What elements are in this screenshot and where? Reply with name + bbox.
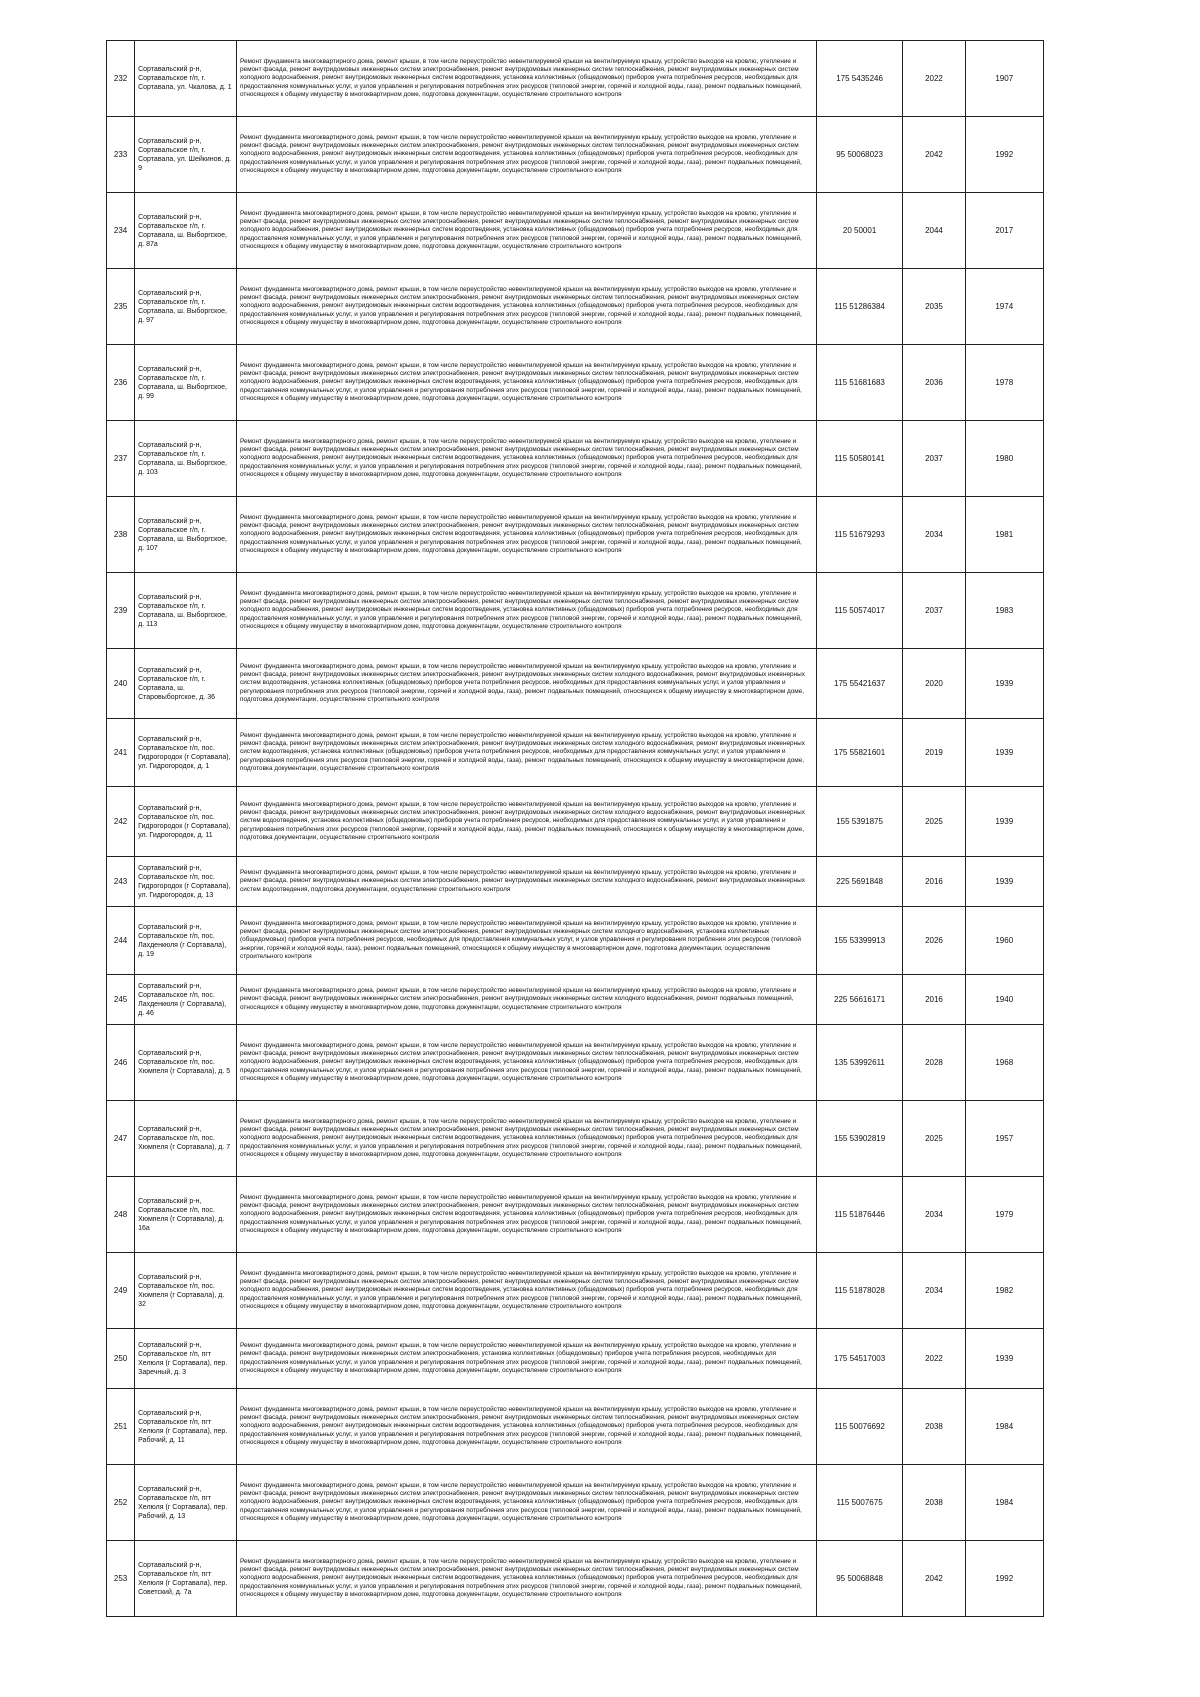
address-cell: Сортавальский р-н, Сортавальское г/п, пос. Хюмпеля (г Сортавала), д. 5: [135, 1025, 237, 1101]
planned-year-cell: 2016: [903, 857, 965, 907]
planned-year-cell: 2038: [903, 1389, 965, 1465]
cost-cell: 225 56616171: [816, 975, 903, 1025]
row-number: 236: [107, 345, 135, 421]
construction-year-cell: 1939: [965, 719, 1044, 787]
works-description-cell: Ремонт фундамента многоквартирного дома, ремонт крыши, в том числе переустройство невентилируемой крыши на вентилируемую крышу, устройство выходов на кровлю, утепление и ремонт фасада, ремонт внутридомовых инженерных систем электроснабжения, ремонт внутридомовых инженерных систем теплоснабжения, ремонт внутридомовых инженерных систем холодного водоснабжения, ремонт внутридомовых инженерных систем водоотведения, установка коллективных (общедомовых) приборов учета потребления ресурсов, необходимых для предоставления коммунальных услуг, и узлов управления и регулирования потребления этих ресурсов (тепловой энергии, горячей и холодной воды, газа), ремонт подвальных помещений, относящихся к общему имуществу в многоквартирном доме, подготовка документации, осуществление строительного контроля: [237, 1465, 817, 1541]
table-row: [107, 269, 1044, 345]
address-cell: Сортавальский р-н, Сортавальское г/п, пос. Лахденкюля (г Сортавала), д. 19: [135, 907, 237, 975]
planned-year-cell: 2037: [903, 573, 965, 649]
planned-year-cell: 2025: [903, 787, 965, 857]
works-description-cell: Ремонт фундамента многоквартирного дома, ремонт крыши, в том числе переустройство невентилируемой крыши на вентилируемую крышу, устройство выходов на кровлю, утепление и ремонт фасада, ремонт внутридомовых инженерных систем электроснабжения, ремонт внутридомовых инженерных систем теплоснабжения, ремонт внутридомовых инженерных систем холодного водоснабжения, ремонт внутридомовых инженерных систем водоотведения, установка коллективных (общедомовых) приборов учета потребления ресурсов, необходимых для предоставления коммунальных услуг, и узлов управления и регулирования потребления этих ресурсов (тепловой энергии, горячей и холодной воды, газа), ремонт подвальных помещений, относящихся к общему имуществу в многоквартирном доме, подготовка документации, осуществление строительного контроля: [237, 1389, 817, 1465]
construction-year-cell: 2017: [965, 193, 1044, 269]
cost-cell: 95 50068848: [816, 1541, 903, 1617]
planned-year-cell: 2020: [903, 649, 965, 719]
works-description-cell: Ремонт фундамента многоквартирного дома, ремонт крыши, в том числе переустройство невентилируемой крыши на вентилируемую крышу, устройство выходов на кровлю, утепление и ремонт фасада, ремонт внутридомовых инженерных систем электроснабжения, ремонт внутридомовых инженерных систем теплоснабжения, ремонт внутридомовых инженерных систем холодного водоснабжения, ремонт внутридомовых инженерных систем водоотведения, установка коллективных (общедомовых) приборов учета потребления ресурсов, необходимых для предоставления коммунальных услуг, и узлов управления и регулирования потребления этих ресурсов (тепловой энергии, горячей и холодной воды, газа), ремонт подвальных помещений, относящихся к общему имуществу в многоквартирном доме, подготовка документации, осуществление строительного контроля: [237, 269, 817, 345]
address-cell: Сортавальский р-н, Сортавальское г/п, пгт Хелюля (г Сортавала), пер. Рабочий, д. 13: [135, 1465, 237, 1541]
row-number: 238: [107, 497, 135, 573]
address-cell: Сортавальский р-н, Сортавальское г/п, пос. Гидрогородок (г Сортавала), ул. Гидрогородок, д. 13: [135, 857, 237, 907]
address-cell: Сортавальский р-н, Сортавальское г/п, г. Сортавала, ш. Выборгское, д. 103: [135, 421, 237, 497]
planned-year-cell: 2025: [903, 1101, 965, 1177]
address-cell: Сортавальский р-н, Сортавальское г/п, г. Сортавала, ш. Выборгское, д. 97: [135, 269, 237, 345]
row-number: 251: [107, 1389, 135, 1465]
cost-cell: 115 50580141: [816, 421, 903, 497]
construction-year-cell: 1960: [965, 907, 1044, 975]
planned-year-cell: 2042: [903, 117, 965, 193]
row-number: 244: [107, 907, 135, 975]
construction-year-cell: 1939: [965, 787, 1044, 857]
works-description-cell: Ремонт фундамента многоквартирного дома, ремонт крыши, в том числе переустройство невентилируемой крыши на вентилируемую крышу, устройство выходов на кровлю, утепление и ремонт фасада, ремонт внутридомовых инженерных систем электроснабжения, ремонт внутридомовых инженерных систем теплоснабжения, ремонт внутридомовых инженерных систем холодного водоснабжения, ремонт внутридомовых инженерных систем водоотведения, установка коллективных (общедомовых) приборов учета потребления ресурсов, необходимых для предоставления коммунальных услуг, и узлов управления и регулирования потребления этих ресурсов (тепловой энергии, горячей и холодной воды, газа), ремонт подвальных помещений, относящихся к общему имуществу в многоквартирном доме, подготовка документации, осуществление строительного контроля: [237, 421, 817, 497]
table-row: [107, 857, 1044, 907]
address-cell: Сортавальский р-н, Сортавальское г/п, г. Сортавала, ул. Шейкинов, д. 9: [135, 117, 237, 193]
address-cell: Сортавальский р-н, Сортавальское г/п, г. Сортавала, ш. Старовыборгское, д. 36: [135, 649, 237, 719]
cost-cell: 225 5691848: [816, 857, 903, 907]
planned-year-cell: 2038: [903, 1465, 965, 1541]
row-number: 249: [107, 1253, 135, 1329]
construction-year-cell: 1983: [965, 573, 1044, 649]
table-row: [107, 975, 1044, 1025]
cost-cell: 175 55421637: [816, 649, 903, 719]
planned-year-cell: 2034: [903, 1253, 965, 1329]
planned-year-cell: 2019: [903, 719, 965, 787]
cost-cell: 155 53399913: [816, 907, 903, 975]
construction-year-cell: 1907: [965, 41, 1044, 117]
address-cell: Сортавальский р-н, Сортавальское г/п, пос. Лахденкюля (г Сортавала), д. 46: [135, 975, 237, 1025]
table-row: [107, 117, 1044, 193]
planned-year-cell: 2022: [903, 41, 965, 117]
table-body: [107, 41, 1044, 1617]
table-row: [107, 649, 1044, 719]
row-number: 248: [107, 1177, 135, 1253]
table-row: [107, 1541, 1044, 1617]
construction-year-cell: 1984: [965, 1389, 1044, 1465]
planned-year-cell: 2042: [903, 1541, 965, 1617]
row-number: 240: [107, 649, 135, 719]
row-number: 253: [107, 1541, 135, 1617]
works-description-cell: Ремонт фундамента многоквартирного дома, ремонт крыши, в том числе переустройство невентилируемой крыши на вентилируемую крышу, устройство выходов на кровлю, утепление и ремонт фасада, ремонт внутридомовых инженерных систем электроснабжения, ремонт внутридомовых инженерных систем теплоснабжения, ремонт внутридомовых инженерных систем холодного водоснабжения, ремонт внутридомовых инженерных систем водоотведения, установка коллективных (общедомовых) приборов учета потребления ресурсов, необходимых для предоставления коммунальных услуг, и узлов управления и регулирования потребления этих ресурсов (тепловой энергии, горячей и холодной воды, газа), ремонт подвальных помещений, относящихся к общему имуществу в многоквартирном доме, подготовка документации, осуществление строительного контроля: [237, 573, 817, 649]
construction-year-cell: 1992: [965, 117, 1044, 193]
row-number: 233: [107, 117, 135, 193]
works-description-cell: Ремонт фундамента многоквартирного дома, ремонт крыши, в том числе переустройство невентилируемой крыши на вентилируемую крышу, устройство выходов на кровлю, утепление и ремонт фасада, ремонт внутридомовых инженерных систем электроснабжения, ремонт внутридомовых инженерных систем холодного водоснабжения, ремонт внутридомовых инженерных систем водоотведения, установка коллективных (общедомовых) приборов учета потребления ресурсов, необходимых для предоставления коммунальных услуг, и узлов управления и регулирования потребления этих ресурсов (тепловой энергии, горячей и холодной воды, газа), ремонт подвальных помещений, относящихся к общему имуществу в многоквартирном доме, подготовка документации, осуществление строительного контроля: [237, 649, 817, 719]
cost-cell: 155 5391875: [816, 787, 903, 857]
planned-year-cell: 2037: [903, 421, 965, 497]
works-description-cell: Ремонт фундамента многоквартирного дома, ремонт крыши, в том числе переустройство невентилируемой крыши на вентилируемую крышу, устройство выходов на кровлю, утепление и ремонт фасада, ремонт внутридомовых инженерных систем электроснабжения, ремонт внутридомовых инженерных систем холодного водоснабжения, установка коллективных (общедомовых) приборов учета потребления ресурсов, необходимых для предоставления коммунальных услуг, и узлов управления и регулирования потребления этих ресурсов (тепловой энергии, горячей и холодной воды, газа), ремонт подвальных помещений, относящихся к общему имуществу в многоквартирном доме, подготовка документации, осуществление строительного контроля: [237, 907, 817, 975]
cost-cell: 115 50076692: [816, 1389, 903, 1465]
table-row: [107, 1329, 1044, 1389]
address-cell: Сортавальский р-н, Сортавальское г/п, пгт Хелюля (г Сортавала), пер. Рабочий, д. 11: [135, 1389, 237, 1465]
works-description-cell: Ремонт фундамента многоквартирного дома, ремонт крыши, в том числе переустройство невентилируемой крыши на вентилируемую крышу, устройство выходов на кровлю, утепление и ремонт фасада, ремонт внутридомовых инженерных систем электроснабжения, ремонт внутридомовых инженерных систем холодного водоснабжения, ремонт подвальных помещений, относящихся к общему имуществу в многоквартирном доме, подготовка документации, осуществление строительного контроля: [237, 975, 817, 1025]
works-description-cell: Ремонт фундамента многоквартирного дома, ремонт крыши, в том числе переустройство невентилируемой крыши на вентилируемую крышу, устройство выходов на кровлю, утепление и ремонт фасада, ремонт внутридомовых инженерных систем электроснабжения, ремонт внутридомовых инженерных систем теплоснабжения, ремонт внутридомовых инженерных систем холодного водоснабжения, ремонт внутридомовых инженерных систем водоотведения, установка коллективных (общедомовых) приборов учета потребления ресурсов, необходимых для предоставления коммунальных услуг, и узлов управления и регулирования потребления этих ресурсов (тепловой энергии, горячей и холодной воды, газа), ремонт подвальных помещений, относящихся к общему имуществу в многоквартирном доме, подготовка документации, осуществление строительного контроля: [237, 497, 817, 573]
construction-year-cell: 1978: [965, 345, 1044, 421]
row-number: 245: [107, 975, 135, 1025]
address-cell: Сортавальский р-н, Сортавальское г/п, пос. Хюмпеля (г Сортавала), д. 16а: [135, 1177, 237, 1253]
works-description-cell: Ремонт фундамента многоквартирного дома, ремонт крыши, в том числе переустройство невентилируемой крыши на вентилируемую крышу, устройство выходов на кровлю, утепление и ремонт фасада, ремонт внутридомовых инженерных систем электроснабжения, ремонт внутридомовых инженерных систем холодного водоснабжения, ремонт внутридомовых инженерных систем водоотведения, установка коллективных (общедомовых) приборов учета потребления ресурсов, необходимых для предоставления коммунальных услуг, и узлов управления и регулирования потребления этих ресурсов (тепловой энергии, горячей и холодной воды, газа), ремонт подвальных помещений, относящихся к общему имуществу в многоквартирном доме, подготовка документации, осуществление строительного контроля: [237, 787, 817, 857]
construction-year-cell: 1981: [965, 497, 1044, 573]
address-cell: Сортавальский р-н, Сортавальское г/п, г. Сортавала, ш. Выборгское, д. 99: [135, 345, 237, 421]
construction-year-cell: 1974: [965, 269, 1044, 345]
address-cell: Сортавальский р-н, Сортавальское г/п, г. Сортавала, ул. Чкалова, д. 1: [135, 41, 237, 117]
table-row: [107, 1465, 1044, 1541]
planned-year-cell: 2022: [903, 1329, 965, 1389]
cost-cell: 95 50068023: [816, 117, 903, 193]
planned-year-cell: 2016: [903, 975, 965, 1025]
repair-schedule-table: [106, 40, 1044, 1617]
works-description-cell: Ремонт фундамента многоквартирного дома, ремонт крыши, в том числе переустройство невентилируемой крыши на вентилируемую крышу, устройство выходов на кровлю, утепление и ремонт фасада, ремонт внутридомовых инженерных систем электроснабжения, ремонт внутридомовых инженерных систем холодного водоснабжения, ремонт внутридомовых инженерных систем водоотведения, установка коллективных (общедомовых) приборов учета потребления ресурсов, необходимых для предоставления коммунальных услуг, и узлов управления и регулирования потребления этих ресурсов (тепловой энергии, горячей и холодной воды, газа), ремонт подвальных помещений, относящихся к общему имуществу в многоквартирном доме, подготовка документации, осуществление строительного контроля: [237, 719, 817, 787]
table-row: [107, 573, 1044, 649]
cost-cell: 115 51681683: [816, 345, 903, 421]
construction-year-cell: 1984: [965, 1465, 1044, 1541]
planned-year-cell: 2035: [903, 269, 965, 345]
address-cell: Сортавальский р-н, Сортавальское г/п, г. Сортавала, ш. Выборгское, д. 107: [135, 497, 237, 573]
address-cell: Сортавальский р-н, Сортавальское г/п, пгт Хелюля (г Сортавала), пер. Заречный, д. 3: [135, 1329, 237, 1389]
table-row: [107, 1177, 1044, 1253]
construction-year-cell: 1992: [965, 1541, 1044, 1617]
address-cell: Сортавальский р-н, Сортавальское г/п, пос. Гидрогородок (г Сортавала), ул. Гидрогородок, д. 1: [135, 719, 237, 787]
address-cell: Сортавальский р-н, Сортавальское г/п, пос. Гидрогородок (г Сортавала), ул. Гидрогородок, д. 11: [135, 787, 237, 857]
construction-year-cell: 1939: [965, 1329, 1044, 1389]
row-number: 252: [107, 1465, 135, 1541]
address-cell: Сортавальский р-н, Сортавальское г/п, пгт Хелюля (г Сортавала), пер. Советский, д. 7а: [135, 1541, 237, 1617]
works-description-cell: Ремонт фундамента многоквартирного дома, ремонт крыши, в том числе переустройство невентилируемой крыши на вентилируемую крышу, устройство выходов на кровлю, утепление и ремонт фасада, ремонт внутридомовых инженерных систем электроснабжения, ремонт внутридомовых инженерных систем теплоснабжения, ремонт внутридомовых инженерных систем холодного водоснабжения, ремонт внутридомовых инженерных систем водоотведения, установка коллективных (общедомовых) приборов учета потребления ресурсов, необходимых для предоставления коммунальных услуг, и узлов управления и регулирования потребления этих ресурсов (тепловой энергии, горячей и холодной воды, газа), ремонт подвальных помещений, относящихся к общему имуществу в многоквартирном доме, подготовка документации, осуществление строительного контроля: [237, 345, 817, 421]
row-number: 242: [107, 787, 135, 857]
table-row: [107, 1253, 1044, 1329]
cost-cell: 115 51679293: [816, 497, 903, 573]
table-row: [107, 907, 1044, 975]
table-row: [107, 719, 1044, 787]
works-description-cell: Ремонт фундамента многоквартирного дома, ремонт крыши, в том числе переустройство невентилируемой крыши на вентилируемую крышу, устройство выходов на кровлю, утепление и ремонт фасада, ремонт внутридомовых инженерных систем электроснабжения, ремонт внутридомовых инженерных систем теплоснабжения, ремонт внутридомовых инженерных систем холодного водоснабжения, ремонт внутридомовых инженерных систем водоотведения, установка коллективных (общедомовых) приборов учета потребления ресурсов, необходимых для предоставления коммунальных услуг, и узлов управления и регулирования потребления этих ресурсов (тепловой энергии, горячей и холодной воды, газа), ремонт подвальных помещений, относящихся к общему имуществу в многоквартирном доме, подготовка документации, осуществление строительного контроля: [237, 193, 817, 269]
construction-year-cell: 1939: [965, 857, 1044, 907]
cost-cell: 115 51878028: [816, 1253, 903, 1329]
works-description-cell: Ремонт фундамента многоквартирного дома, ремонт крыши, в том числе переустройство невентилируемой крыши на вентилируемую крышу, устройство выходов на кровлю, утепление и ремонт фасада, ремонт внутридомовых инженерных систем электроснабжения, ремонт внутридомовых инженерных систем теплоснабжения, ремонт внутридомовых инженерных систем холодного водоснабжения, ремонт внутридомовых инженерных систем водоотведения, установка коллективных (общедомовых) приборов учета потребления ресурсов, необходимых для предоставления коммунальных услуг, и узлов управления и регулирования потребления этих ресурсов (тепловой энергии, горячей и холодной воды, газа), ремонт подвальных помещений, относящихся к общему имуществу в многоквартирном доме, подготовка документации, осуществление строительного контроля: [237, 41, 817, 117]
table-row: [107, 345, 1044, 421]
cost-cell: 175 54517003: [816, 1329, 903, 1389]
works-description-cell: Ремонт фундамента многоквартирного дома, ремонт крыши, в том числе переустройство невентилируемой крыши на вентилируемую крышу, устройство выходов на кровлю, утепление и ремонт фасада, ремонт внутридомовых инженерных систем электроснабжения, ремонт внутридомовых инженерных систем теплоснабжения, ремонт внутридомовых инженерных систем холодного водоснабжения, ремонт внутридомовых инженерных систем водоотведения, установка коллективных (общедомовых) приборов учета потребления ресурсов, необходимых для предоставления коммунальных услуг, и узлов управления и регулирования потребления этих ресурсов (тепловой энергии, горячей и холодной воды, газа), ремонт подвальных помещений, относящихся к общему имуществу в многоквартирном доме, подготовка документации, осуществление строительного контроля: [237, 117, 817, 193]
works-description-cell: Ремонт фундамента многоквартирного дома, ремонт крыши, в том числе переустройство невентилируемой крыши на вентилируемую крышу, устройство выходов на кровлю, утепление и ремонт фасада, ремонт внутридомовых инженерных систем электроснабжения, ремонт внутридомовых инженерных систем холодного водоснабжения, ремонт внутридомовых инженерных систем водоотведения, подготовка документации, осуществление строительного контроля: [237, 857, 817, 907]
construction-year-cell: 1979: [965, 1177, 1044, 1253]
cost-cell: 115 50574017: [816, 573, 903, 649]
row-number: 239: [107, 573, 135, 649]
table-row: [107, 41, 1044, 117]
planned-year-cell: 2044: [903, 193, 965, 269]
cost-cell: 155 53902819: [816, 1101, 903, 1177]
row-number: 247: [107, 1101, 135, 1177]
construction-year-cell: 1939: [965, 649, 1044, 719]
row-number: 237: [107, 421, 135, 497]
planned-year-cell: 2034: [903, 497, 965, 573]
address-cell: Сортавальский р-н, Сортавальское г/п, пос. Хюмпеля (г Сортавала), д. 32: [135, 1253, 237, 1329]
table-row: [107, 497, 1044, 573]
row-number: 250: [107, 1329, 135, 1389]
table-row: [107, 787, 1044, 857]
planned-year-cell: 2034: [903, 1177, 965, 1253]
works-description-cell: Ремонт фундамента многоквартирного дома, ремонт крыши, в том числе переустройство невентилируемой крыши на вентилируемую крышу, устройство выходов на кровлю, утепление и ремонт фасада, ремонт внутридомовых инженерных систем электроснабжения, ремонт внутридомовых инженерных систем теплоснабжения, ремонт внутридомовых инженерных систем холодного водоснабжения, ремонт внутридомовых инженерных систем водоотведения, установка коллективных (общедомовых) приборов учета потребления ресурсов, необходимых для предоставления коммунальных услуг, и узлов управления и регулирования потребления этих ресурсов (тепловой энергии, горячей и холодной воды, газа), ремонт подвальных помещений, относящихся к общему имуществу в многоквартирном доме, подготовка документации, осуществление строительного контроля: [237, 1253, 817, 1329]
address-cell: Сортавальский р-н, Сортавальское г/п, пос. Хюмпеля (г Сортавала), д. 7: [135, 1101, 237, 1177]
construction-year-cell: 1980: [965, 421, 1044, 497]
works-description-cell: Ремонт фундамента многоквартирного дома, ремонт крыши, в том числе переустройство невентилируемой крыши на вентилируемую крышу, устройство выходов на кровлю, утепление и ремонт фасада, ремонт внутридомовых инженерных систем электроснабжения, ремонт внутридомовых инженерных систем теплоснабжения, ремонт внутридомовых инженерных систем холодного водоснабжения, ремонт внутридомовых инженерных систем водоотведения, установка коллективных (общедомовых) приборов учета потребления ресурсов, необходимых для предоставления коммунальных услуг, и узлов управления и регулирования потребления этих ресурсов (тепловой энергии, горячей и холодной воды, газа), ремонт подвальных помещений, относящихся к общему имуществу в многоквартирном доме, подготовка документации, осуществление строительного контроля: [237, 1177, 817, 1253]
works-description-cell: Ремонт фундамента многоквартирного дома, ремонт крыши, в том числе переустройство невентилируемой крыши на вентилируемую крышу, устройство выходов на кровлю, утепление и ремонт фасада, ремонт внутридомовых инженерных систем электроснабжения, ремонт внутридомовых инженерных систем теплоснабжения, ремонт внутридомовых инженерных систем холодного водоснабжения, ремонт внутридомовых инженерных систем водоотведения, установка коллективных (общедомовых) приборов учета потребления ресурсов, необходимых для предоставления коммунальных услуг, и узлов управления и регулирования потребления этих ресурсов (тепловой энергии, горячей и холодной воды, газа), ремонт подвальных помещений, относящихся к общему имуществу в многоквартирном доме, подготовка документации, осуществление строительного контроля: [237, 1025, 817, 1101]
table-row: [107, 421, 1044, 497]
construction-year-cell: 1957: [965, 1101, 1044, 1177]
planned-year-cell: 2028: [903, 1025, 965, 1101]
table-row: [107, 193, 1044, 269]
row-number: 235: [107, 269, 135, 345]
table-row: [107, 1101, 1044, 1177]
row-number: 232: [107, 41, 135, 117]
construction-year-cell: 1940: [965, 975, 1044, 1025]
row-number: 241: [107, 719, 135, 787]
cost-cell: 115 51286384: [816, 269, 903, 345]
row-number: 234: [107, 193, 135, 269]
cost-cell: 115 51876446: [816, 1177, 903, 1253]
address-cell: Сортавальский р-н, Сортавальское г/п, г. Сортавала, ш. Выборгское, д. 87а: [135, 193, 237, 269]
planned-year-cell: 2036: [903, 345, 965, 421]
works-description-cell: Ремонт фундамента многоквартирного дома, ремонт крыши, в том числе переустройство невентилируемой крыши на вентилируемую крышу, устройство выходов на кровлю, утепление и ремонт фасада, ремонт внутридомовых инженерных систем электроснабжения, ремонт внутридомовых инженерных систем теплоснабжения, ремонт внутридомовых инженерных систем холодного водоснабжения, ремонт внутридомовых инженерных систем водоотведения, установка коллективных (общедомовых) приборов учета потребления ресурсов, необходимых для предоставления коммунальных услуг, и узлов управления и регулирования потребления этих ресурсов (тепловой энергии, горячей и холодной воды, газа), ремонт подвальных помещений, относящихся к общему имуществу в многоквартирном доме, подготовка документации, осуществление строительного контроля: [237, 1541, 817, 1617]
row-number: 243: [107, 857, 135, 907]
cost-cell: 175 5435246: [816, 41, 903, 117]
table-row: [107, 1389, 1044, 1465]
works-description-cell: Ремонт фундамента многоквартирного дома, ремонт крыши, в том числе переустройство невентилируемой крыши на вентилируемую крышу, устройство выходов на кровлю, утепление и ремонт фасада, ремонт внутридомовых инженерных систем электроснабжения, установка коллективных (общедомовых) приборов учета потребления ресурсов, необходимых для предоставления коммунальных услуг, и узлов управления и регулирования потребления этих ресурсов (тепловой энергии, горячей и холодной воды, газа), ремонт подвальных помещений, относящихся к общему имуществу в многоквартирном доме, подготовка документации, осуществление строительного контроля: [237, 1329, 817, 1389]
cost-cell: 175 55821601: [816, 719, 903, 787]
address-cell: Сортавальский р-н, Сортавальское г/п, г. Сортавала, ш. Выборгское, д. 113: [135, 573, 237, 649]
table-row: [107, 1025, 1044, 1101]
construction-year-cell: 1982: [965, 1253, 1044, 1329]
works-description-cell: Ремонт фундамента многоквартирного дома, ремонт крыши, в том числе переустройство невентилируемой крыши на вентилируемую крышу, устройство выходов на кровлю, утепление и ремонт фасада, ремонт внутридомовых инженерных систем электроснабжения, ремонт внутридомовых инженерных систем теплоснабжения, ремонт внутридомовых инженерных систем холодного водоснабжения, ремонт внутридомовых инженерных систем водоотведения, установка коллективных (общедомовых) приборов учета потребления ресурсов, необходимых для предоставления коммунальных услуг, и узлов управления и регулирования потребления этих ресурсов (тепловой энергии, горячей и холодной воды, газа), ремонт подвальных помещений, относящихся к общему имуществу в многоквартирном доме, подготовка документации, осуществление строительного контроля: [237, 1101, 817, 1177]
cost-cell: 115 5007675: [816, 1465, 903, 1541]
planned-year-cell: 2026: [903, 907, 965, 975]
construction-year-cell: 1968: [965, 1025, 1044, 1101]
row-number: 246: [107, 1025, 135, 1101]
cost-cell: 20 50001: [816, 193, 903, 269]
cost-cell: 135 53992611: [816, 1025, 903, 1101]
